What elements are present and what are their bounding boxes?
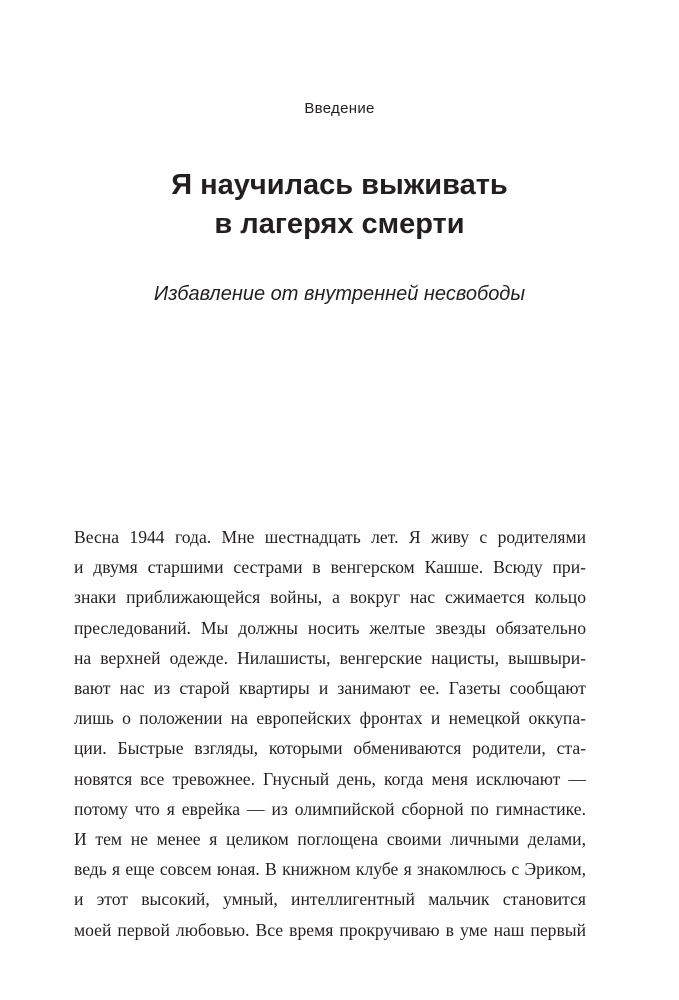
body-line: и этот высокий, умный, интеллигентный мальчик становится: [74, 889, 586, 910]
body-line: ведь я еще совсем юная. В книжном клубе я знакомлюсь с Эриком,: [74, 859, 586, 880]
body-line: знаки приближающейся войны, а вокруг нас сжимается кольцо: [74, 587, 586, 608]
body-line: Весна 1944 года. Мне шестнадцать лет. Я живу с родителями: [74, 527, 586, 547]
body-line: ции. Быстрые взгляды, которыми обмениваются родители, ста-: [74, 738, 586, 759]
body-line: И тем не менее я целиком поглощена своими личными делами,: [74, 829, 586, 850]
body-line: лишь о положении на европейских фронтах и немецкой оккупа-: [74, 708, 586, 729]
body-line: моей первой любовью. Все время прокручиваю в уме наш первый: [74, 919, 586, 940]
body-line: новятся все тревожнее. Гнусный день, когда меня исключают —: [74, 768, 586, 789]
chapter-title: [0, 166, 679, 244]
section-label: Введение: [304, 100, 375, 117]
body-line: на верхней одежде. Нилашисты, венгерские нацисты, вышвыри-: [74, 647, 586, 668]
body-line: вают нас из старой квартиры и занимают ее. Газеты сообщают: [74, 678, 586, 699]
chapter-title-line-1: Я научилась выживать: [171, 169, 508, 201]
chapter-subtitle: Избавление от внутренней несвободы: [153, 283, 526, 305]
body-paragraph: [74, 522, 586, 945]
body-line: и двумя старшими сестрами в венгерском Кашше. Всюду при-: [74, 557, 586, 578]
body-line: потому что я еврейка — из олимпийской сборной по гимнастике.: [74, 798, 586, 819]
body-line: преследований. Мы должны носить желтые звезды обязательно: [74, 617, 586, 638]
chapter-title-line-2: в лагерях смерти: [214, 208, 465, 240]
